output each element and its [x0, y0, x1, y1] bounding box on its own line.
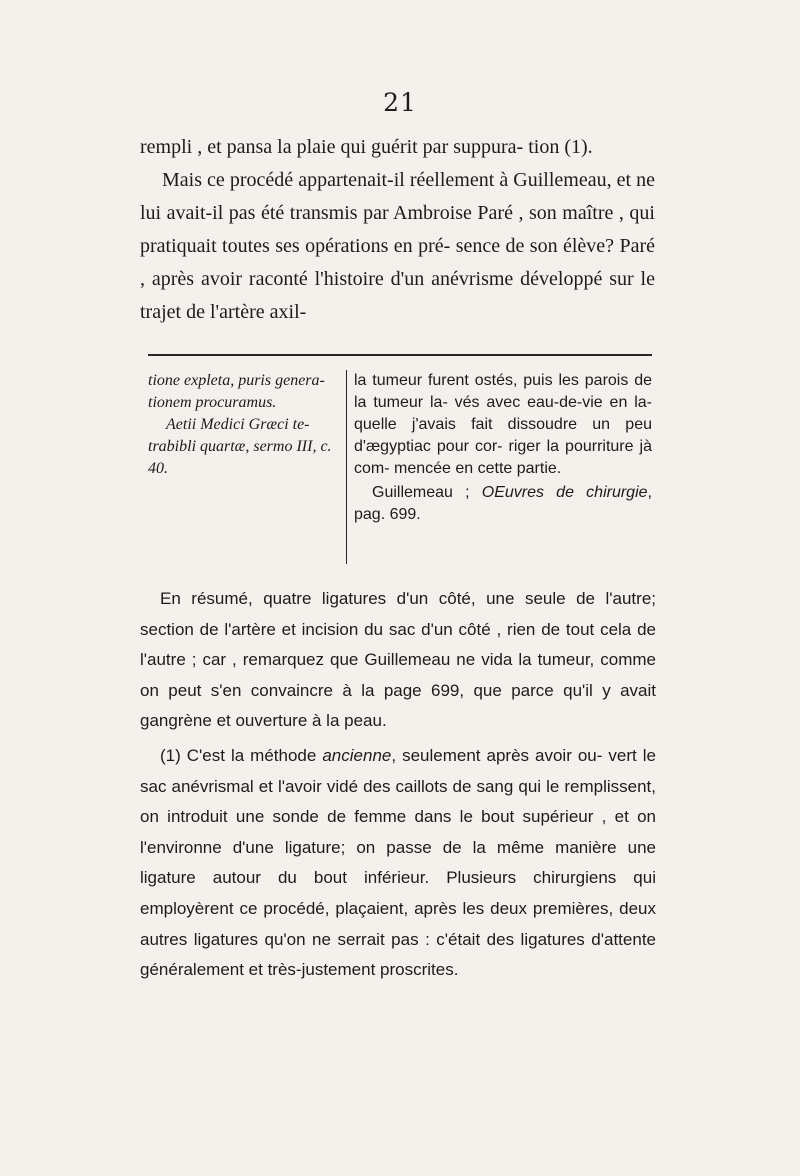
main-text-block — [140, 584, 656, 986]
top-paragraph-pare: Mais ce procédé appartenait-il réellement à Guillemeau, et ne lui avait-il pas été transmis par Ambroise Paré , son maître , qui pratiquait toutes ses opérations en pré- sence de son élève? Paré , après avoir raconté l'histoire d'un anévrisme développé sur le trajet de l'artère axil- — [140, 169, 655, 323]
french-note-column — [354, 370, 652, 526]
latin-note-column — [148, 370, 338, 480]
citation-author: Guillemeau ; — [372, 484, 470, 501]
column-divider — [346, 370, 347, 564]
top-paragraph-continuation: rempli , et pansa la plaie qui guérit par suppura- tion (1). — [140, 136, 593, 158]
top-text-block — [140, 131, 655, 329]
citation-page: , pag. 699. — [354, 484, 652, 523]
footnote-start: (1) C'est la méthode — [160, 745, 317, 765]
page-number: 21 — [383, 88, 417, 117]
latin-quote: tione expleta, puris genera- tionem procuramus. — [148, 372, 325, 411]
french-quote: la tumeur furent ostés, puis les parois de la tumeur la- vés avec eau-de-vie en la- quelle j'avais fait dissoudre un peu d'ægyptiac pour cor- riger la pourriture jà com- mencée en cette partie. — [354, 372, 652, 477]
summary-paragraph: En résumé, quatre ligatures d'un côté, une seule de l'autre; section de l'artère et incision du sac d'un côté , rien de tout cela de l'autre ; car , remarquez que Guillemeau ne vida la tumeur, comme on peut s'en convaincre à la page 699, que parce qu'il y avait gangrène et ouverture à la peau. — [140, 589, 656, 731]
citation-title: OEuvres de chirurgie — [481, 484, 648, 501]
footnote-rule — [148, 354, 652, 356]
two-column-notes — [148, 370, 652, 570]
footnote-emphasis: ancienne — [322, 745, 392, 765]
footnote-rest: , seulement après avoir ou- vert le sac anévrismal et l'avoir vidé des caillots de sang qui le remplissent, on introduit une sonde de femme dans le bout supérieur , et on l'environne d'une ligature; on passe de la même manière une ligature autour du bout inférieur. Plusieurs chirurgiens qui employèrent ce procédé, plaçaient, après les deux premières, deux autres ligatures qu'on ne serrait pas : c'était des ligatures d'attente généralement et très-justement proscrites. — [140, 745, 656, 980]
french-citation — [354, 482, 652, 526]
latin-citation: Aetii Medici Græci te- trabibli quartæ, sermo III, c. 40. — [148, 416, 332, 477]
footnote-paragraph — [140, 741, 656, 986]
